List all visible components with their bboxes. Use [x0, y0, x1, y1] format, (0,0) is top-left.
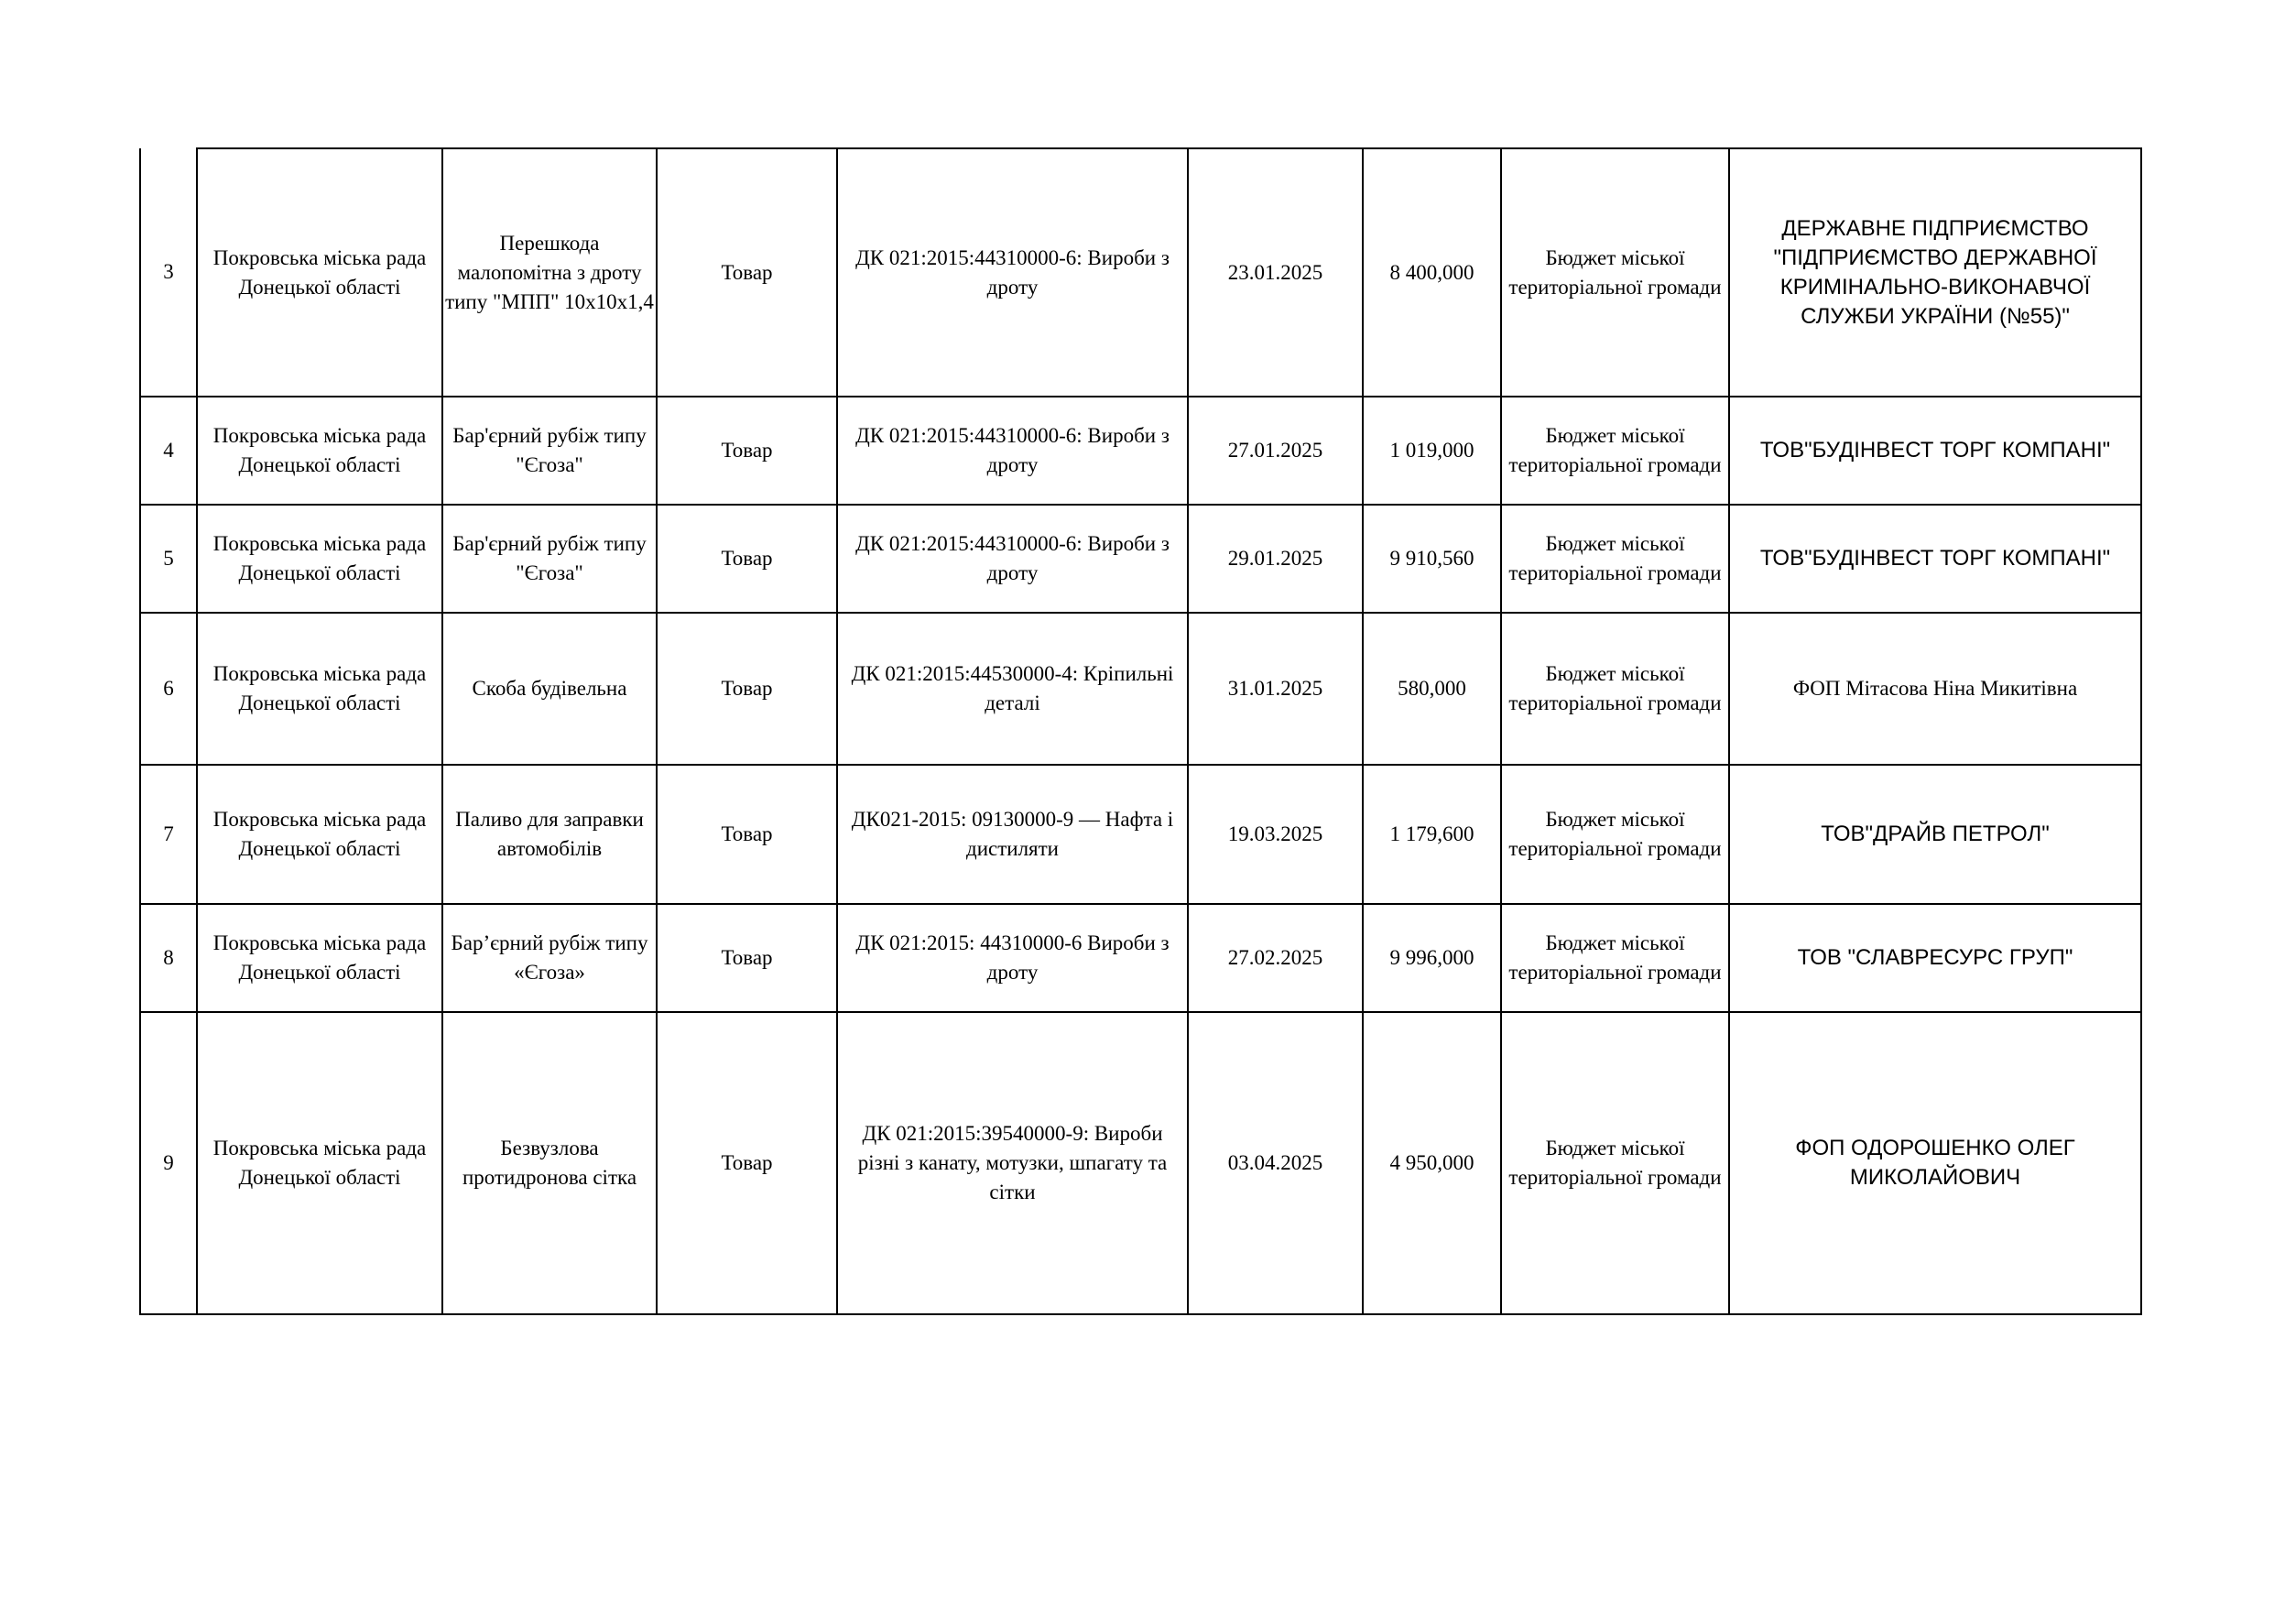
date-cell: 29.01.2025 — [1188, 505, 1363, 613]
code-cell: ДК 021:2015:39540000-9: Вироби різні з канату, мотузки, шпагату та сітки — [837, 1012, 1188, 1314]
date-cell: 03.04.2025 — [1188, 1012, 1363, 1314]
funding-source-cell: Бюджет міської територіальної громади — [1501, 765, 1729, 904]
item-cell: Бар'єрний рубіж типу "Єгоза" — [442, 505, 657, 613]
table-row — [140, 904, 2141, 1012]
amount-cell: 1 179,600 — [1363, 765, 1501, 904]
code-cell: ДК 021:2015:44310000-6: Вироби з дроту — [837, 505, 1188, 613]
item-cell: Безвузлова протидронова сітка — [442, 1012, 657, 1314]
row-number: 9 — [140, 1012, 197, 1314]
table-row — [140, 505, 2141, 613]
supplier-cell: ТОВ "СЛАВРЕСУРС ГРУП" — [1729, 904, 2141, 1012]
type-cell: Товар — [657, 765, 837, 904]
funding-source-cell: Бюджет міської територіальної громади — [1501, 505, 1729, 613]
item-cell: Паливо для заправки автомобілів — [442, 765, 657, 904]
date-cell: 23.01.2025 — [1188, 148, 1363, 397]
row-number: 4 — [140, 397, 197, 505]
amount-cell: 8 400,000 — [1363, 148, 1501, 397]
funding-source-cell: Бюджет міської територіальної громади — [1501, 613, 1729, 765]
amount-cell: 9 910,560 — [1363, 505, 1501, 613]
customer-cell: Покровська міська рада Донецької області — [197, 505, 442, 613]
type-cell: Товар — [657, 148, 837, 397]
amount-cell: 9 996,000 — [1363, 904, 1501, 1012]
row-number: 7 — [140, 765, 197, 904]
code-cell: ДК021-2015: 09130000-9 — Нафта і дистиляти — [837, 765, 1188, 904]
row-number: 3 — [140, 148, 197, 397]
date-cell: 27.01.2025 — [1188, 397, 1363, 505]
type-cell: Товар — [657, 904, 837, 1012]
item-cell: Перешкода малопомітна з дроту типу "МПП" 10x10x1,4 — [442, 148, 657, 397]
table-row — [140, 613, 2141, 765]
type-cell: Товар — [657, 505, 837, 613]
table-row — [140, 397, 2141, 505]
customer-cell: Покровська міська рада Донецької області — [197, 613, 442, 765]
date-cell: 27.02.2025 — [1188, 904, 1363, 1012]
amount-cell: 4 950,000 — [1363, 1012, 1501, 1314]
supplier-cell: ТОВ"БУДІНВЕСТ ТОРГ КОМПАНІ" — [1729, 505, 2141, 613]
code-cell: ДК 021:2015:44310000-6: Вироби з дроту — [837, 148, 1188, 397]
type-cell: Товар — [657, 1012, 837, 1314]
item-cell: Бар’єрний рубіж типу «Єгоза» — [442, 904, 657, 1012]
supplier-cell: ДЕРЖАВНЕ ПІДПРИЄМСТВО "ПІДПРИЄМСТВО ДЕРЖАВНОЇ КРИМІНАЛЬНО-ВИКОНАВЧОЇ СЛУЖБИ УКРАЇНИ (№55)" — [1729, 148, 2141, 397]
customer-cell: Покровська міська рада Донецької області — [197, 1012, 442, 1314]
customer-cell: Покровська міська рада Донецької області — [197, 904, 442, 1012]
customer-cell: Покровська міська рада Донецької області — [197, 148, 442, 397]
date-cell: 31.01.2025 — [1188, 613, 1363, 765]
supplier-cell: ТОВ"ДРАЙВ ПЕТРОЛ" — [1729, 765, 2141, 904]
code-cell: ДК 021:2015:44310000-6: Вироби з дроту — [837, 397, 1188, 505]
funding-source-cell: Бюджет міської територіальної громади — [1501, 148, 1729, 397]
table-row — [140, 1012, 2141, 1314]
funding-source-cell: Бюджет міської територіальної громади — [1501, 397, 1729, 505]
type-cell: Товар — [657, 397, 837, 505]
table-row — [140, 148, 2141, 397]
row-number: 6 — [140, 613, 197, 765]
supplier-cell: ФОП Мітасова Ніна Микитівна — [1729, 613, 2141, 765]
item-cell: Скоба будівельна — [442, 613, 657, 765]
item-cell: Бар'єрний рубіж типу "Єгоза" — [442, 397, 657, 505]
code-cell: ДК 021:2015: 44310000-6 Вироби з дроту — [837, 904, 1188, 1012]
row-number: 5 — [140, 505, 197, 613]
amount-cell: 1 019,000 — [1363, 397, 1501, 505]
code-cell: ДК 021:2015:44530000-4: Кріпильні деталі — [837, 613, 1188, 765]
customer-cell: Покровська міська рада Донецької області — [197, 397, 442, 505]
procurement-table — [139, 147, 2142, 1315]
supplier-cell: ФОП ОДОРОШЕНКО ОЛЕГ МИКОЛАЙОВИЧ — [1729, 1012, 2141, 1314]
type-cell: Товар — [657, 613, 837, 765]
supplier-cell: ТОВ"БУДІНВЕСТ ТОРГ КОМПАНІ" — [1729, 397, 2141, 505]
row-number: 8 — [140, 904, 197, 1012]
amount-cell: 580,000 — [1363, 613, 1501, 765]
funding-source-cell: Бюджет міської територіальної громади — [1501, 904, 1729, 1012]
table-row — [140, 765, 2141, 904]
customer-cell: Покровська міська рада Донецької області — [197, 765, 442, 904]
funding-source-cell: Бюджет міської територіальної громади — [1501, 1012, 1729, 1314]
date-cell: 19.03.2025 — [1188, 765, 1363, 904]
